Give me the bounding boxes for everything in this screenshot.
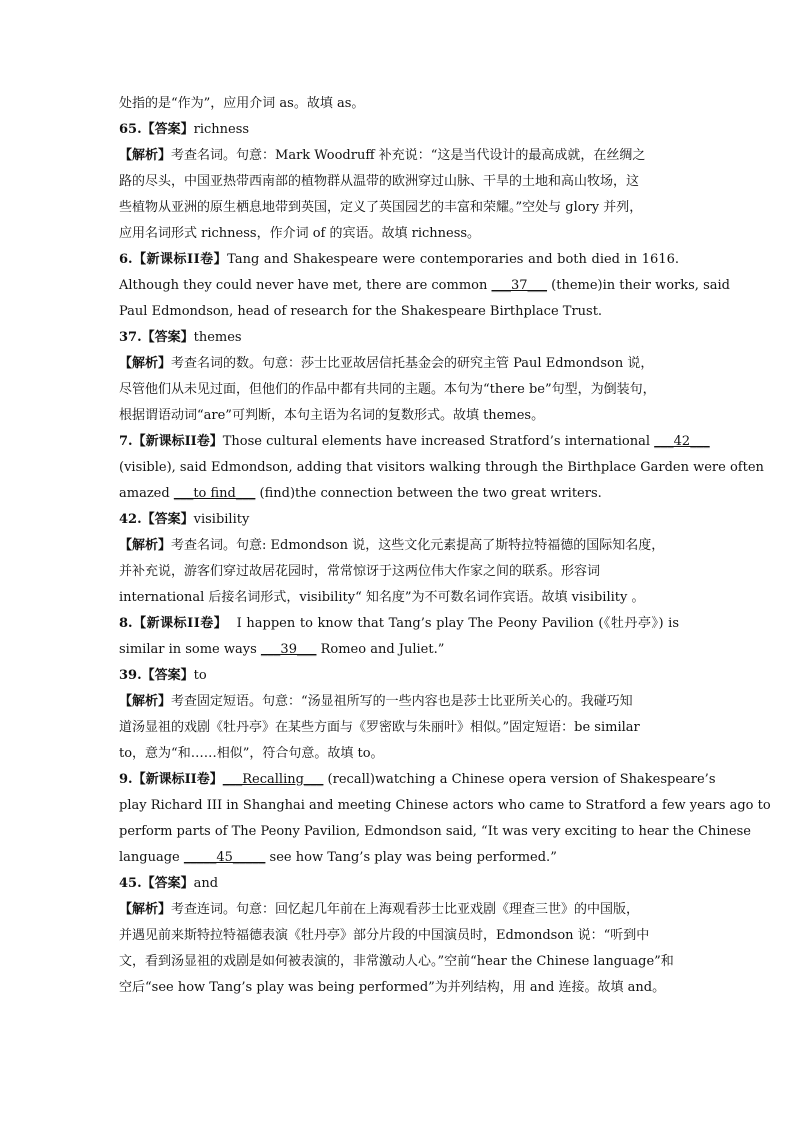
text-line: [119, 741, 679, 767]
text-span: (theme)in their works, said: [547, 278, 730, 293]
paragraph: [119, 611, 679, 663]
text-span: 应用名词形式 richness，作介词 of 的宾语。故填 richness。: [119, 226, 481, 241]
text-line: [119, 611, 679, 637]
answer-blank: ___37___: [491, 278, 548, 293]
text-span: richness: [193, 122, 250, 137]
text-line: [119, 221, 679, 247]
text-line: [119, 377, 679, 403]
text-span: language: [119, 850, 184, 865]
text-span: 根据谓语动词“are”可判断，本句主语为名词的复数形式。故填 themes。: [119, 408, 545, 423]
text-line: [119, 481, 679, 507]
text-span: 考查名词的数。句意：莎士比亚故居信托基金会的研究主管 Paul Edmondson 说，: [171, 356, 654, 371]
paragraph: [119, 91, 679, 117]
label-text: 【解析】: [119, 902, 172, 917]
text-line: [119, 195, 679, 221]
label-text: 7.【新课标ⅠⅠ卷】: [119, 434, 223, 449]
text-span: to: [193, 668, 207, 683]
text-span: and: [193, 876, 219, 891]
label-text: 【解析】: [119, 356, 172, 371]
text-span: perform parts of The Peony Pavilion, Edmondson said, “It was very exciting to hear the Chinese: [119, 824, 751, 839]
text-line: [119, 559, 679, 585]
text-line: [119, 455, 764, 481]
text-line: [119, 923, 679, 949]
label-text: 【解析】: [119, 538, 172, 553]
paragraph: [119, 871, 679, 897]
label-text: 【解析】: [119, 148, 172, 163]
text-line: [119, 507, 679, 533]
text-line: [119, 871, 679, 897]
text-line: [119, 143, 679, 169]
label-text: 45.【答案】: [119, 876, 194, 891]
text-span: amazed: [119, 486, 174, 501]
text-line: [119, 663, 679, 689]
answer-blank: ___to find___: [173, 486, 256, 501]
text-line: [119, 949, 679, 975]
label-text: 42.【答案】: [119, 512, 194, 527]
text-line: [119, 169, 679, 195]
text-span: 文，看到汤显祖的戏剧是如何被表演的，非常激动人心。”空前“hear the Chinese language”和: [119, 954, 674, 969]
text-line: [119, 767, 716, 793]
text-line: [119, 325, 679, 351]
paragraph: [119, 507, 679, 533]
text-span: Tang and Shakespeare were contemporaries and both died in 1616.: [227, 252, 679, 267]
text-span: 尽管他们从未见过面，但他们的作品中都有共同的主题。本句为“there be”句型，为倒装句，: [119, 382, 656, 397]
text-span: 并补充说，游客们穿过故居花园时，常常惊讶于这两位伟大作家之间的联系。形容词: [119, 564, 601, 579]
text-span: Romeo and Juliet.”: [316, 642, 445, 657]
text-line: [119, 117, 679, 143]
paragraph: [119, 351, 679, 429]
answer-blank: ___Recalling___: [222, 772, 324, 787]
text-span: similar in some ways: [119, 642, 261, 657]
label-text: 8.【新课标ⅠⅠ卷】: [119, 616, 228, 631]
text-span: (find)the connection between the two great writers.: [255, 486, 602, 501]
text-span: 考查固定短语。句意：“汤显祖所写的一些内容也是莎士比亚所关心的。我碰巧知: [171, 694, 633, 709]
paragraph: [119, 767, 771, 871]
text-span: to，意为“和……相似”，符合句意。故填 to。: [119, 746, 384, 761]
text-line: [119, 299, 679, 325]
text-line: [119, 403, 679, 429]
answer-blank: _____45_____: [183, 850, 266, 865]
text-span: I happen to know that Tang’s play The Peony Pavilion (《牡丹亭》) is: [227, 616, 679, 631]
label-text: 65.【答案】: [119, 122, 194, 137]
answer-blank: ___39___: [260, 642, 317, 657]
text-span: 路的尽头，中国亚热带西南部的植物群从温带的欧洲穿过山脉、干旱的土地和高山牧场，这: [119, 174, 640, 189]
text-span: play Richard III in Shanghai and meeting Chinese actors who came to Stratford a few years ago to: [119, 798, 771, 813]
label-text: 6.【新课标ⅠⅠ卷】: [119, 252, 228, 267]
text-line: [119, 585, 679, 611]
text-span: visibility: [193, 512, 250, 527]
text-line: [119, 793, 771, 819]
text-line: [119, 845, 679, 871]
text-line: [119, 819, 751, 845]
paragraph: [119, 533, 679, 611]
text-span: 考查名词。句意: Edmondson 说，这些文化元素提高了斯特拉特福德的国际知名度，: [171, 538, 665, 553]
paragraph: [119, 689, 679, 767]
text-line: [119, 247, 679, 273]
text-line: [119, 715, 679, 741]
label-text: 39.【答案】: [119, 668, 194, 683]
text-span: 并遇见前来斯特拉特福德表演《牡丹亭》部分片段的中国演员时，Edmondson 说：“听到中: [119, 928, 650, 943]
text-span: 考查连词。句意：回忆起几年前在上海观看莎士比亚戏剧《理查三世》的中国版，: [171, 902, 640, 917]
paragraph: [119, 143, 679, 247]
text-span: 考查名词。句意：Mark Woodruff 补充说：“这是当代设计的最高成就，在丝绸之: [171, 148, 646, 163]
paragraph: [119, 247, 730, 325]
text-span: Those cultural elements have increased Stratford’s international: [222, 434, 655, 449]
text-span: themes: [193, 330, 242, 345]
text-span: 道汤显祖的戏剧《牡丹亭》在某些方面与《罗密欧与朱丽叶》相似。”固定短语：be similar: [119, 720, 640, 735]
label-text: 【解析】: [119, 694, 172, 709]
text-span: Although they could never have met, there are common: [119, 278, 492, 293]
text-line: [119, 91, 679, 117]
text-line: [119, 689, 679, 715]
text-span: 空后“see how Tang’s play was being performed”为并列结构，用 and 连接。故填 and。: [119, 980, 666, 995]
text-span: see how Tang’s play was being performed.”: [265, 850, 557, 865]
document-page: [119, 91, 771, 1001]
text-span: Paul Edmondson, head of research for the Shakespeare Birthplace Trust.: [119, 304, 603, 319]
text-span: international 后接名词形式，visibility“ 知名度”为不可数名词作宾语。故填 visibility 。: [119, 590, 645, 605]
label-text: 9.【新课标ⅠⅠ卷】: [119, 772, 223, 787]
paragraph: [119, 663, 679, 689]
text-line: [119, 975, 679, 1001]
paragraph: [119, 117, 679, 143]
label-text: 37.【答案】: [119, 330, 194, 345]
text-span: (recall)watching a Chinese opera version of Shakespeare’s: [323, 772, 716, 787]
text-span: (visible), said Edmondson, adding that visitors walking through the Birthplace Garden were often: [119, 460, 764, 475]
text-line: [119, 637, 679, 663]
text-line: [119, 897, 679, 923]
text-line: [119, 429, 710, 455]
text-line: [119, 533, 679, 559]
text-line: [119, 273, 730, 299]
paragraph: [119, 429, 764, 507]
text-span: 些植物从亚洲的原生栖息地带到英国，定义了英国园艺的丰富和荣耀。”空处与 glory 并列，: [119, 200, 643, 215]
text-line: [119, 351, 679, 377]
paragraph: [119, 897, 679, 1001]
answer-blank: ___42___: [654, 434, 710, 449]
paragraph: [119, 325, 679, 351]
text-span: 处指的是“作为”，应用介词 as。故填 as。: [119, 96, 365, 111]
